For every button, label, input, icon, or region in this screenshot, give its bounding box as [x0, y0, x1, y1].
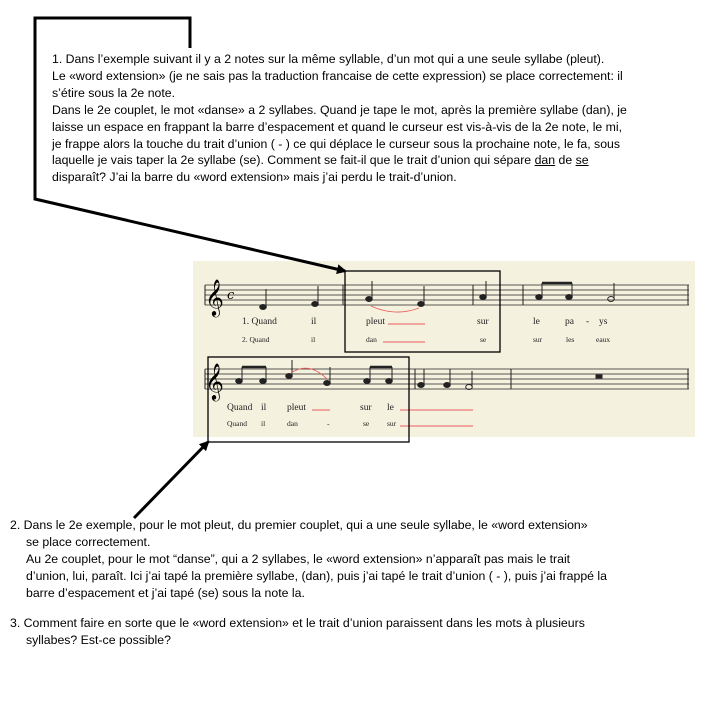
lyric: - [327, 419, 330, 428]
paragraph-3 [10, 615, 700, 649]
underlined-dan: dan [534, 153, 556, 168]
highlight-box-1 [345, 271, 500, 352]
lyric: le [387, 403, 394, 413]
lyric: sur [477, 317, 489, 327]
p1-line-3: s’étire sous la 2e note. [52, 85, 176, 100]
p2-line-4: d’union, lui, paraît. Ici j’ai tapé la première syllabe, (dan), puis j’ai tapé le trait d’union ( - ), puis j’ai frappé la [26, 568, 607, 583]
lyric: pleut [287, 403, 306, 413]
lyric: Quand [227, 419, 247, 428]
p1-line-8: disparaît? J’ai la barre du «word extension» mais j’ai perdu le trait-d’union. [52, 170, 457, 185]
p3-line-1: 3. Comment faire en sorte que le «word extension» et le trait d’union paraissent dans les mots à plusieurs [10, 616, 585, 630]
p1-line-6: je frappe alors la touche du trait d’union ( - ) ce qui déplace le curseur sous la prochaine note, le fa, sous [52, 136, 621, 151]
treble-clef-icon-2: 𝄞 [205, 362, 224, 400]
underlined-se: se [575, 153, 589, 168]
arrow-to-first-example [35, 18, 345, 271]
lyric: 2. Quand [242, 335, 270, 344]
lyric: pleut [366, 317, 385, 327]
lyric: ys [599, 317, 608, 327]
lyric: sur [360, 403, 372, 413]
lyric: il [311, 317, 317, 327]
lyric: sur [533, 335, 543, 344]
lyric: eaux [596, 335, 611, 344]
treble-clef-icon: 𝄞 [205, 278, 224, 316]
paragraph-2 [10, 517, 700, 602]
highlight-box-2 [208, 357, 409, 442]
lyric: - [586, 317, 590, 327]
lyric: Quand [227, 403, 253, 413]
arrow-to-second-example [134, 442, 208, 518]
p1-line-2: Le «word extension» (je ne sais pas la traduction francaise de cette expression) se place correctement: il [52, 68, 623, 83]
lyric: dan [366, 335, 377, 344]
p1-line-1: 1. Dans l’exemple suivant il y a 2 notes sur la même syllable, d’un mot qui a une seule syllabe (pleut). [52, 52, 605, 66]
time-signature: c [227, 288, 235, 303]
lyric: il [261, 419, 266, 428]
p2-line-5: barre d’espacement et j’ai tapé (se) sous la note la. [26, 585, 305, 600]
lyric: se [363, 419, 370, 428]
lyric: se [480, 335, 487, 344]
lyric: le [533, 317, 540, 327]
p1-line-5: laisse un espace en frappant la barre d’espacement et quand le curseur est vis-à-vis de la 2e note, le mi, [52, 119, 623, 134]
p1-line-4: Dans le 2e couplet, le mot «danse» a 2 syllabes. Quand je tape le mot, après la première syllabe (dan), je [52, 102, 627, 117]
lyric: dan [287, 419, 298, 428]
p2-line-1: 2. Dans le 2e exemple, pour le mot pleut, du premier couplet, qui a une seule syllabe, le «word extension» [10, 518, 588, 532]
lyric: il [311, 335, 316, 344]
lyric: 1. Quand [242, 317, 277, 327]
lyric: les [566, 335, 575, 344]
lyric: il [261, 403, 267, 413]
lyric: sur [387, 419, 397, 428]
p1-line-7-text: laquelle je vais taper la 2e syllabe (se). Comment se fait-il que le trait d’union qui sépare [52, 153, 535, 168]
p1-line-7-mid: de [555, 153, 576, 168]
p2-line-3: Au 2e couplet, pour le mot “danse”, qui a 2 syllabes, le «word extension» n’apparaît pas mais le trait [26, 551, 571, 566]
lyric: pa [565, 317, 574, 327]
p2-line-2: se place correctement. [26, 534, 151, 549]
p3-line-2: syllabes? Est-ce possible? [26, 632, 171, 647]
